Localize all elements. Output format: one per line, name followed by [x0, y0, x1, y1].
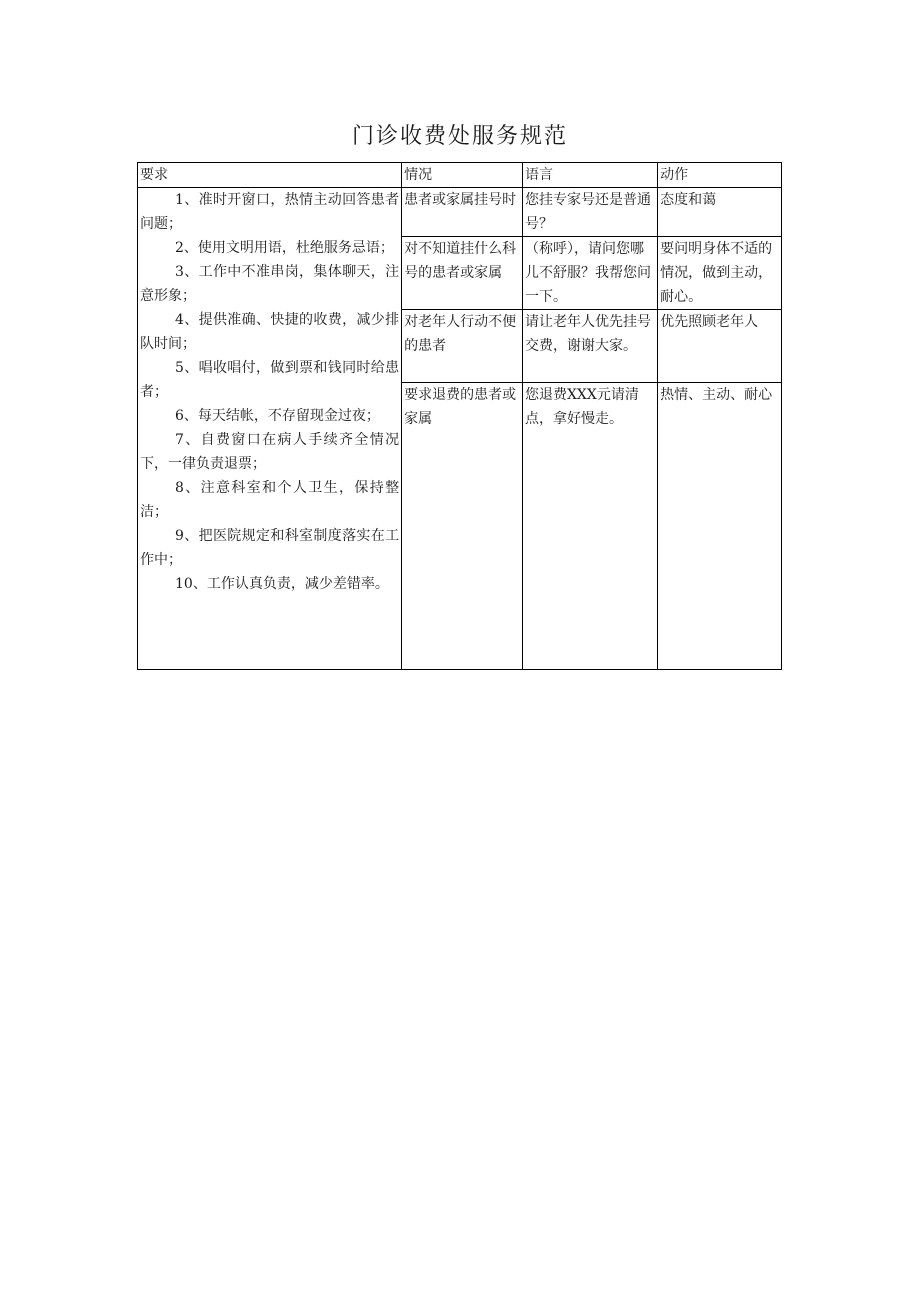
page-title: 门诊收费处服务规范 [351, 124, 568, 149]
table-header-row [138, 163, 782, 188]
header-requirement: 要求 [138, 163, 402, 188]
requirement-item: 5、唱收唱付，做到票和钱同时给患者； [140, 360, 400, 400]
table-row [138, 188, 782, 237]
header-action: 动作 [658, 163, 782, 188]
language-cell: 您挂专家号还是普通号？ [522, 188, 657, 237]
requirement-item: 2、使用文明用语，杜绝服务忌语； [175, 240, 394, 256]
requirements-cell [138, 188, 402, 670]
action-cell: 要问明身体不适的情况，做到主动，耐心。 [658, 237, 782, 310]
situation-cell: 对不知道挂什么科号的患者或家属 [402, 237, 523, 310]
language-cell: （称呼），请问您哪儿不舒服？我帮您问一下。 [522, 237, 657, 310]
action-cell: 态度和蔼 [658, 188, 782, 237]
requirement-item: 1、准时开窗口，热情主动回答患者问题； [140, 192, 400, 232]
header-situation: 情况 [402, 163, 523, 188]
requirement-item: 9、把医院规定和科室制度落实在工作中； [140, 528, 400, 568]
action-cell: 热情、主动、耐心 [658, 383, 782, 670]
requirement-item: 4、提供准确、快捷的收费，减少排队时间； [140, 312, 400, 352]
requirement-item: 10、工作认真负责，减少差错率。 [175, 576, 389, 592]
requirement-item: 8、注意科室和个人卫生，保持整洁； [140, 480, 400, 520]
header-language: 语言 [522, 163, 657, 188]
requirement-item: 7、自费窗口在病人手续齐全情况下，一律负责退票； [140, 432, 400, 472]
situation-cell: 对老年人行动不便的患者 [402, 310, 523, 383]
situation-cell: 要求退费的患者或家属 [402, 383, 523, 670]
requirements-list [140, 188, 399, 596]
requirement-item: 3、工作中不准串岗，集体聊天，注意形象； [140, 264, 400, 304]
service-standards-table [137, 162, 782, 670]
requirement-item: 6、每天结帐，不存留现金过夜； [175, 408, 380, 424]
language-cell: 请让老年人优先挂号交费，谢谢大家。 [522, 310, 657, 383]
action-cell: 优先照顾老年人 [658, 310, 782, 383]
language-cell: 您退费XXX元请清点，拿好慢走。 [522, 383, 657, 670]
situation-cell: 患者或家属挂号时 [402, 188, 523, 237]
